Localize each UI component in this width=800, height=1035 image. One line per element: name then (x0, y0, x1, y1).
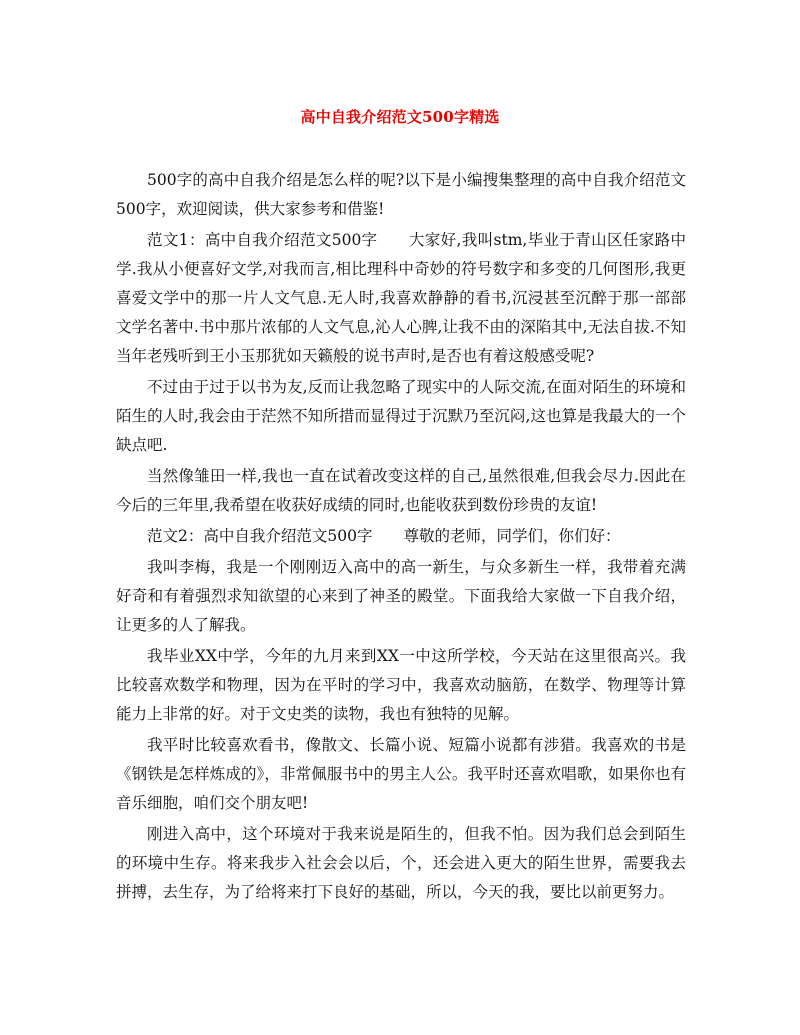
sample2-paragraph: 我平时比较喜欢看书，像散文、长篇小说、短篇小说都有涉猎。我喜欢的书是《钢铁是怎样炼成的》，非常佩服书中的男主人公。我平时还喜欢唱歌，如果你也有音乐细胞，咱们交个朋友吧! (116, 736, 686, 812)
sample2-heading: 范文2：高中自我介绍范文500字 (147, 527, 373, 545)
document-body (116, 166, 686, 909)
sample1-heading: 范文1：高中自我介绍范文500字 (147, 231, 378, 249)
sample1-paragraph: 不过由于过于以书为友,反而让我忽略了现实中的人际交流,在面对陌生的环境和陌生的人时,我会由于茫然不知所措而显得过于沉默乃至沉闷,这也算是我最大的一个缺点吧. (116, 378, 686, 454)
sample2-first-paragraph (116, 522, 686, 551)
sample2-paragraph: 刚进入高中，这个环境对于我来说是陌生的，但我不怕。因为我们总会到陌生的环境中生存。将来我步入社会会以后，个，还会进入更大的陌生世界，需要我去拼搏，去生存，为了给将来打下良好的基础，所以，今天的我，要比以前更努力。 (116, 825, 686, 901)
intro-paragraph: 500字的高中自我介绍是怎么样的呢?以下是小编搜集整理的高中自我介绍范文500字，欢迎阅读，供大家参考和借鉴! (116, 171, 686, 218)
sample1-first-paragraph (116, 226, 686, 371)
sample2-paragraph: 我毕业XX中学，今年的九月来到XX一中这所学校，今天站在这里很高兴。我比较喜欢数学和物理，因为在平时的学习中，我喜欢动脑筋，在数学、物理等计算能力上非常的好。对于文史类的读物，我也有独特的见解。 (116, 647, 686, 723)
sample1-paragraph: 当然像雏田一样,我也一直在试着改变这样的自己,虽然很难,但我会尽力.因此在今后的三年里,我希望在收获好成绩的同时,也能收获到数份珍贵的友谊! (116, 467, 686, 514)
sample2-paragraph: 我叫李梅，我是一个刚刚迈入高中的高一新生，与众多新生一样，我带着充满好奇和有着强烈求知欲望的心来到了神圣的殿堂。下面我给大家做一下自我介绍，让更多的人了解我。 (116, 558, 686, 634)
sample2-opening: 尊敬的老师，同学们，你们好： (403, 527, 621, 545)
sample1-opening: 大家好,我叫stm,毕业于青山区任家路中学.我从小便喜好文学,对我而言,相比理科中奇妙的符号数字和多变的几何图形,我更喜爱文学中的那一片人文气息.无人时,我喜欢静静的看书,沉浸甚至沉醉于那一部部文学名著中.书中那片浓郁的人文气息,沁人心脾,让我不由的深陷其中,无法自拔.不知当年老残听到王小玉那犹如天籁般的说书声时,是否也有着这般感受呢? (116, 231, 686, 365)
document-title: 高中自我介绍范文500字精选 (300, 108, 500, 126)
